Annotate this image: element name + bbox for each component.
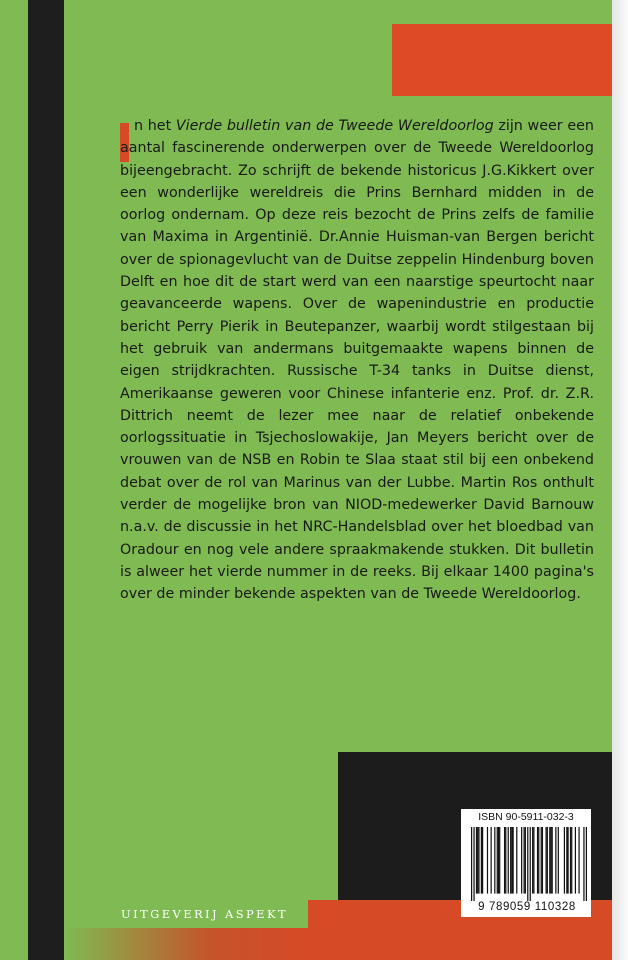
barcode-bar: [508, 827, 509, 894]
barcode-bar: [510, 827, 511, 894]
barcode-bar: [527, 827, 528, 901]
barcode-bar: [583, 827, 584, 901]
barcode-bar: [570, 827, 571, 894]
barcode-bar: [482, 827, 483, 894]
barcode-bar: [476, 827, 477, 894]
barcode-bar: [487, 827, 488, 894]
barcode-bar: [491, 827, 492, 894]
barcode-bar: [505, 827, 506, 894]
publisher-name: UITGEVERIJ ASPEKT: [121, 907, 289, 921]
barcode-bar: [477, 827, 478, 894]
blurb-body: zijn weer een aantal fascinerende onderwerpen over de Tweede Wereldoorlog bijeengebracht. Zo schrijft de bekende historicus J.G.Kikkert over een wonderlijke wereldreis die Prins Bernhard midden in de oorlog ondernam. Op deze reis bezocht de Prins zelfs de familie van Maxima in Argentinië. Dr.Annie Huisman-van Bergen bericht over de spionagevlucht van de Duitse zeppelin Hindenburg boven Delft en hoe dit de start werd van een naarstige speurtocht naar geavanceerde wapens. Over de wapenindustrie en productie bericht Perry Pierik in Beutepanzer, waarbij wordt stilgestaan bij het gebruik van andermans buitgemaakte wapens binnen de eigen strijdkrachten. Russische T-34 tanks in Duitse dienst, Amerikaanse geweren voor Chinese infanterie enz. Prof. dr. Z.R. Dittrich neemt de lezer mee naar de relatief onbekende oorlogssituatie in Tsjechoslowakije, Jan Meyers bericht over de vrouwen van de NSB en Robin te Slaa staat stil bij een onbekend debat over de rol van Marinus van der Lubbe. Martin Ros onthult verder de mogelijke bron van NIOD-medewerker David Barnouw n.a.v. de discussie in het NRC-Handelsblad over het bloedbad van Oradour en nog vele andere spraakmakende stukken. Dit bulletin is alweer het vierde nummer in de reeks. Bij elkaar 1400 pagina's over de minder bekende aspekten van de Tweede Wereldoorlog.: [120, 118, 594, 603]
barcode-bar: [549, 827, 550, 894]
barcode-bar: [511, 827, 512, 894]
barcode-bar: [541, 827, 542, 894]
barcode-bar: [516, 827, 517, 894]
barcode-bar: [521, 827, 522, 894]
barcode-bar: [586, 827, 587, 901]
barcode-bar: [558, 827, 559, 894]
barcode-bar: [471, 827, 472, 901]
barcode-bar: [578, 827, 579, 894]
barcode-bar: [481, 827, 482, 894]
barcode-panel: [461, 809, 591, 917]
barcode-bar: [498, 827, 499, 894]
barcode-image: [471, 827, 587, 901]
barcode-bar: [538, 827, 539, 894]
top-red-block: [392, 24, 612, 96]
barcode-bar: [537, 827, 538, 894]
barcode-bar: [550, 827, 551, 894]
barcode-bar: [552, 827, 553, 894]
barcode-bar: [524, 827, 525, 894]
barcode-bar: [564, 827, 565, 894]
barcode-bar: [494, 827, 495, 894]
isbn-label: ISBN 90-5911-032-3: [478, 811, 574, 823]
barcode-bar: [497, 827, 498, 894]
back-cover-blurb: [120, 115, 594, 606]
barcode-bar: [504, 827, 505, 894]
barcode-digits: 9 789059 110328: [478, 901, 576, 913]
barcode-bar: [532, 827, 533, 894]
spine-band: [28, 0, 64, 960]
barcode-bar: [530, 827, 531, 901]
barcode-bar: [567, 827, 568, 894]
barcode-bar: [525, 827, 526, 894]
barcode-bar: [542, 827, 543, 894]
barcode-bar: [478, 827, 479, 894]
bottom-red-stripe: [64, 928, 308, 960]
barcode-bar: [533, 827, 534, 894]
barcode-bar: [555, 827, 556, 894]
barcode-bar: [566, 827, 567, 894]
blurb-paragraph: [120, 115, 594, 606]
barcode-bar: [513, 827, 514, 894]
barcode-bar: [547, 827, 548, 894]
page-edge: [612, 0, 628, 960]
barcode-bar: [575, 827, 576, 894]
barcode-bar: [571, 827, 572, 894]
blurb-book-title: Vierde bulletin van de Tweede Wereldoorlog: [175, 118, 494, 134]
barcode-bar: [473, 827, 474, 901]
barcode-bar: [545, 827, 546, 894]
blurb-lead: n het: [134, 118, 176, 134]
barcode-bar: [499, 827, 500, 894]
